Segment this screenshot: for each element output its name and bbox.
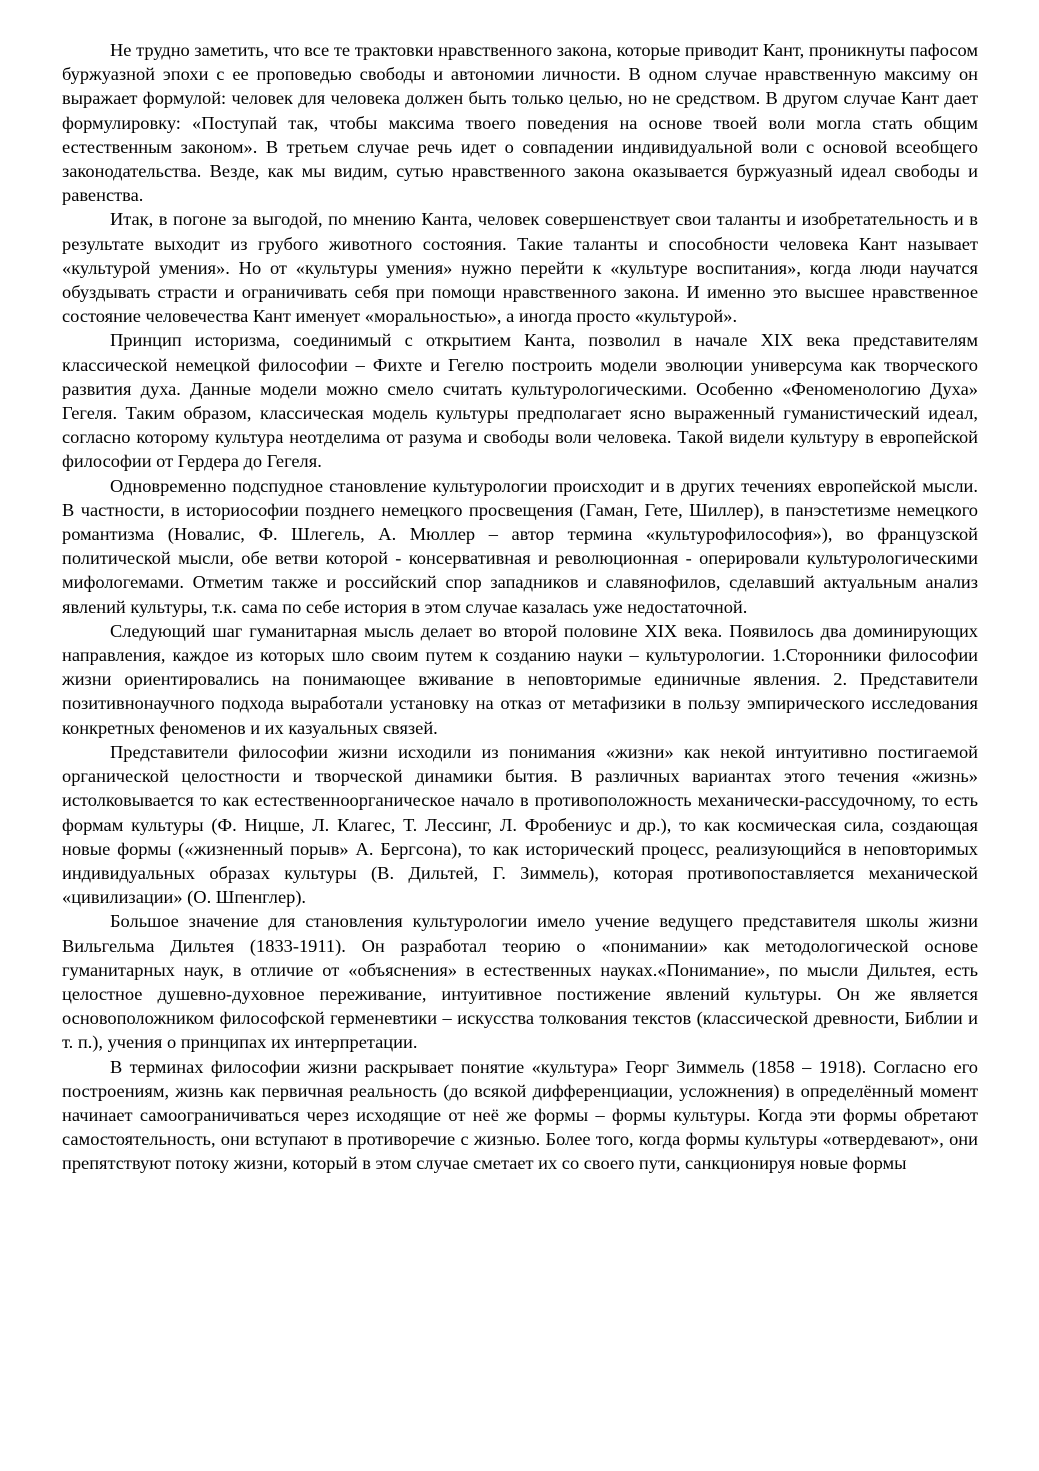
paragraph-historicism: Принцип историзма, соединимый с открытием Канта, позволил в начале XIX века представителям классической немецкой философии – Фихте и Гегелю построить модели эволюции универсума как творческого развития духа. Данные модели можно смело считать культурологическими. Особенно «Феноменологию Духа» Гегеля. Таким образом, классическая модель культуры предполагает ясно выраженный гуманистический идеал, согласно которому культура неотделима от разума и свободы воли человека. Такой видели культуру в европейской философии от Гердера до Гегеля.: [62, 330, 978, 472]
paragraph-simmel: В терминах философии жизни раскрывает понятие «культура» Георг Зиммель (1858 – 1918). Согласно его построениям, жизнь как первичная реальность (до всякой дифференциации, усложнения) в определённый момент начинает самоограничиваться через исходящие от неё же формы – формы культуры. Когда эти формы обретают самостоятельность, они вступают в противоречие с жизнью. Более того, когда формы культуры «отвердевают», они препятствуют потоку жизни, который в этом случае сметает их со своего пути, санкционируя новые формы: [62, 1056, 978, 1174]
paragraph-culture-of-skill: Итак, в погоне за выгодой, по мнению Канта, человек совершенствует свои таланты и изобретательность и в результате выходит из грубого животного состояния. Такие таланты и способности человека Кант называет «культурой умения». Но от «культуры умения» нужно перейти к «культуре воспитания», когда люди научатся обуздывать страсти и ограничивать себя при помощи нравственного закона. И именно это высшее нравственное состояние человечества Кант именует «моральностью», а иногда просто «культурой».: [62, 209, 978, 327]
paragraph-european-thought: Одновременно подспудное становление культурологии происходит и в других течениях европейской мысли. В частности, в историософии позднего немецкого просвещения (Гаман, Гете, Шиллер), в панэстетизме немецкого романтизма (Новалис, Ф. Шлегель, А. Мюллер – автор термина «культурофилософия»), во французской политической мысли, обе ветви которой - консервативная и революционная - оперировали культурологическими мифологемами. Отметим также и российский спор западников и славянофилов, сделавший актуальным анализ явлений культуры, т.к. сама по себе история в этом случае казалась уже недостаточной.: [62, 475, 978, 617]
paragraph-second-half-xix: Следующий шаг гуманитарная мысль делает во второй половине XIX века. Появилось два доминирующих направления, каждое из которых шло своим путем к созданию науки – культурологии. 1.Сторонники философии жизни ориентировались на понимающее вживание в неповторимые единичные явления. 2. Представители позитивнонаучного подхода выработали установку на отказ от метафизики в пользу эмпирического исследования конкретных феноменов и их казуальных связей.: [62, 620, 978, 738]
paragraph-kant-moral-law: Не трудно заметить, что все те трактовки нравственного закона, которые приводит Кант, проникнуты пафосом буржуазной эпохи с ее проповедью свободы и автономии личности. В одном случае нравственную максиму он выражает формулой: человек для человека должен быть только целью, но не средством. В другом случае Кант дает формулировку: «Поступай так, чтобы максима твоего поведения на основе твоей воли могла стать общим естественным законом». В третьем случае речь идет о совпадении индивидуальной воли с основой всеобщего законодательства. Везде, как мы видим, сутью нравственного закона оказывается буржуазный идеал свободы и равенства.: [62, 40, 978, 206]
document-page: [62, 38, 978, 1176]
paragraph-philosophy-of-life: Представители философии жизни исходили из понимания «жизни» как некой интуитивно постигаемой органической целостности и творческой динамики бытия. В различных вариантах этого течения «жизнь» истолковывается то как естественноорганическое начало в противоположность механически-рассудочному, то есть формам культуры (Ф. Ницше, Л. Клагес, Т. Лессинг, Л. Фробениус и др.), то как космическая сила, создающая новые формы («жизненный порыв» А. Бергсона), то как исторический процесс, реализующийся в неповторимых индивидуальных образах культуры (В. Дильтей, Г. Зиммель), которая противопоставляется механической «цивилизации» (О. Шпенглер).: [62, 741, 978, 908]
paragraph-dilthey: Большое значение для становления культурологии имело учение ведущего представителя школы жизни Вильгельма Дильтея (1833-1911). Он разработал теорию о «понимании» как методологической основе гуманитарных наук, в отличие от «объяснения» в естественных науках.«Понимание», по мысли Дильтея, есть целостное душевно-духовное переживание, интуитивное постижение явлений культуры. Он же является основоположником философской герменевтики – искусства толкования текстов (классической древности, Библии и т. п.), учения о принципах их интерпретации.: [62, 911, 978, 1053]
